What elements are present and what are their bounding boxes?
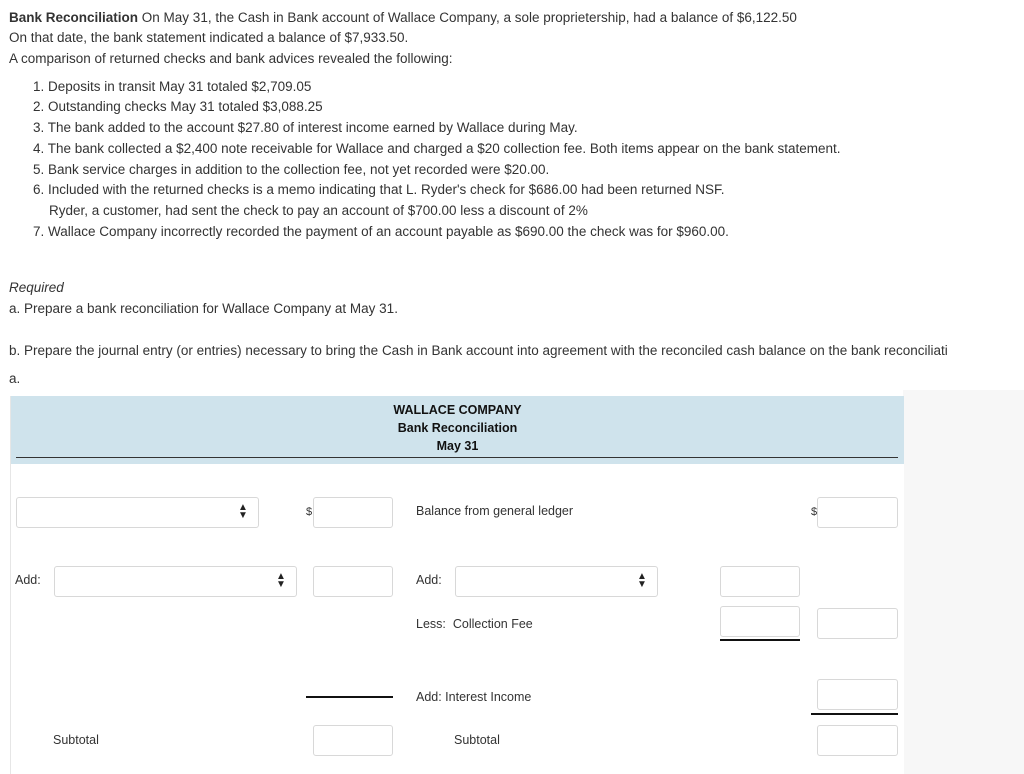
book-add-select[interactable] — [455, 566, 658, 597]
bank-add-amount-input[interactable] — [313, 566, 393, 597]
header-divider — [16, 457, 898, 458]
bank-balance-label-select[interactable] — [16, 497, 259, 528]
less-collection-fee-label — [416, 617, 533, 631]
bank-subtotal-input[interactable] — [313, 725, 393, 756]
list-item: 7. Wallace Company incorrectly recorded the payment of an account payable as $690.00 the check was for $960.00. — [33, 224, 729, 239]
bank-reconciliation-form — [10, 396, 904, 774]
statement-title: Bank Reconciliation — [397, 421, 518, 435]
requirement-b: b. Prepare the journal entry (or entries) necessary to bring the Cash in Bank account into agreement with the reconciled cash balance on the bank reconciliati — [9, 343, 948, 358]
book-subtotal-label: Subtotal — [454, 733, 500, 747]
page-margin — [903, 390, 1024, 774]
list-item: 1. Deposits in transit May 31 totaled $2,709.05 — [33, 79, 312, 94]
dollar-sign: $ — [811, 506, 818, 518]
form-header — [11, 396, 904, 464]
less-label: Less: — [416, 617, 446, 631]
net-collection-input[interactable] — [817, 608, 898, 639]
requirement-a: a. Prepare a bank reconciliation for Wallace Company at May 31. — [9, 301, 398, 316]
add-label: Add: — [416, 573, 442, 587]
intro-line: On that date, the bank statement indicated a balance of $7,933.50. — [9, 30, 409, 45]
collection-fee-label: Collection Fee — [452, 617, 533, 631]
interest-income-label: Add: Interest Income — [416, 690, 532, 704]
problem-title: Bank Reconciliation — [9, 10, 139, 25]
list-item: 6. Included with the returned checks is a memo indicating that L. Ryder's check for $686.00 had been returned NSF. — [33, 182, 725, 197]
bank-subtotal-label: Subtotal — [53, 733, 99, 747]
balance-gl-label: Balance from general ledger — [416, 504, 574, 518]
add-label: Add: — [15, 573, 41, 587]
dollar-sign: $ — [306, 506, 313, 518]
list-item: Ryder, a customer, had sent the check to pay an account of $700.00 less a discount of 2% — [49, 203, 588, 218]
select-arrows-icon: ▲▼ — [238, 502, 248, 521]
list-item: 5. Bank service charges in addition to the collection fee, not yet recorded were $20.00. — [33, 162, 550, 177]
underline — [720, 639, 800, 641]
company-name: WALLACE COMPANY — [393, 403, 522, 417]
intro-line: On May 31, the Cash in Bank account of Wallace Company, a sole proprietership, had a balance of $6,122.50 — [141, 10, 797, 25]
intro-line: A comparison of returned checks and bank advices revealed the following: — [9, 51, 453, 66]
bank-add-select[interactable] — [54, 566, 297, 597]
book-add-amount-input[interactable] — [720, 566, 800, 597]
list-item: 2. Outstanding checks May 31 totaled $3,088.25 — [33, 99, 323, 114]
book-subtotal-input[interactable] — [817, 725, 898, 756]
list-item: 3. The bank added to the account $27.80 of interest income earned by Wallace during May. — [33, 120, 578, 135]
list-item: 4. The bank collected a $2,400 note receivable for Wallace and charged a $20 collection fee. Both items appear on the bank statement. — [33, 141, 841, 156]
statement-date: May 31 — [436, 439, 479, 453]
interest-income-input[interactable] — [817, 679, 898, 710]
underline — [811, 713, 898, 715]
part-a-label: a. — [9, 371, 21, 386]
bank-balance-input[interactable] — [313, 497, 393, 528]
select-arrows-icon: ▲▼ — [276, 571, 286, 590]
underline — [306, 696, 393, 698]
required-heading: Required — [9, 280, 64, 295]
problem-heading — [9, 9, 797, 27]
book-balance-input[interactable] — [817, 497, 898, 528]
collection-fee-input[interactable] — [720, 606, 800, 637]
select-arrows-icon: ▲▼ — [637, 571, 647, 590]
